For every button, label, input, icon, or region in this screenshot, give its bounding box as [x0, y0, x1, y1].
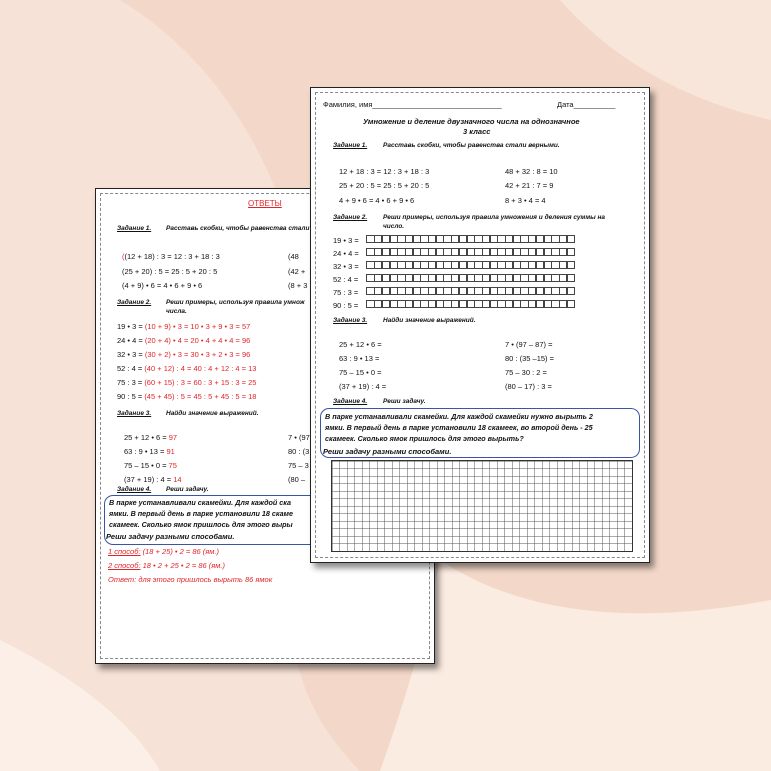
task4-problem-line: ямки. В первый день в парке установили 18 скамеек, во второй день - 25 — [325, 423, 593, 432]
task2-answer-cells[interactable] — [367, 300, 575, 308]
task2-text-2: число. — [383, 223, 405, 230]
answers-task4-answer: Ответ: для этого пришлось вырыть 86 ямок — [108, 575, 273, 584]
task3-left-expr: 75 – 15 • 0 = — [339, 368, 382, 377]
task2-row-label: 32 • 3 = — [333, 262, 359, 271]
answer-cell[interactable] — [567, 274, 575, 282]
task3-right-expr: 7 • (97 – 87) = — [505, 340, 553, 349]
task1-text: Расставь скобки, чтобы равенства стали верными. — [383, 142, 560, 149]
answers-task2-row: 19 • 3 = (10 + 9) • 3 = 10 • 3 + 9 • 3 = 57 — [117, 322, 251, 331]
task3-text: Найди значение выражений. — [383, 317, 476, 324]
answers-task3-row-right: (80 – — [288, 475, 306, 484]
answers-task1-row2: (25 + 20) : 5 = 25 : 5 + 20 : 5 — [122, 267, 218, 276]
task2-answer-cells[interactable] — [367, 274, 575, 282]
answers-task2-text-2: числа. — [166, 308, 187, 315]
answers-task2-row: 24 • 4 = (20 + 4) • 4 = 20 • 4 + 4 • 4 = 96 — [117, 336, 251, 345]
answers-task2-row: 75 : 3 = (60 + 15) : 3 = 60 : 3 + 15 : 3 = 25 — [117, 378, 257, 387]
task2-answer-cells[interactable] — [367, 248, 575, 256]
task1-left-expr: 25 + 20 : 5 = 25 : 5 + 20 : 5 — [339, 181, 430, 190]
task3-left-expr: (37 + 19) : 4 = — [339, 382, 387, 391]
answer-cell[interactable] — [567, 235, 575, 243]
answers-task1-text: Расставь скобки, чтобы равенства стали — [166, 225, 310, 232]
answer-cell[interactable] — [567, 261, 575, 269]
task2-row-label: 75 : 3 = — [333, 288, 359, 297]
task3-right-expr: 80 : (35 –15) = — [505, 354, 554, 363]
task3-right-expr: 75 – 30 : 2 = — [505, 368, 547, 377]
task4-problem-line: В парке устанавливали скамейки. Для каждой скамейки нужно вырыть 2 — [325, 412, 593, 421]
answers-task4-way1: 1 способ: (18 + 25) • 2 = 86 (ям.) — [108, 547, 220, 556]
answers-task3-text: Найди значение выражений. — [166, 410, 259, 417]
task2-answer-cells[interactable] — [367, 235, 575, 243]
answers-task1-row1: ((12 + 18) : 3 = 12 : 3 + 18 : 3 — [122, 252, 220, 261]
task3-label: Задание 3. — [333, 317, 368, 324]
task4-text: Реши задачу. — [383, 398, 426, 405]
answers-task3-row: 75 – 15 • 0 = 75 — [124, 461, 177, 470]
task3-right-expr: (80 – 17) : 3 = — [505, 382, 552, 391]
worksheet-title: Умножение и деление двузначного числа на однозначное — [363, 117, 580, 126]
task4-problem-line: скамеек. Сколько ямок пришлось для этого вырыть? — [325, 434, 524, 443]
task2-row-label: 19 • 3 = — [333, 236, 359, 245]
task2-answer-cells[interactable] — [367, 287, 575, 295]
answers-task4-problem-line: В парке устанавливали скамейки. Для каждой ска — [109, 498, 292, 507]
task3-left-expr: 63 : 9 • 13 = — [339, 354, 380, 363]
answers-task4-way2: 2 способ: 18 • 2 + 25 • 2 = 86 (ям.) — [108, 561, 225, 570]
task2-row-label: 90 : 5 = — [333, 301, 359, 310]
answers-task1-row3-right: (8 + 3 — [288, 281, 308, 290]
answers-task2-row: 52 : 4 = (40 + 12) : 4 = 40 : 4 + 12 : 4 = 13 — [117, 364, 257, 373]
task1-right-expr: 48 + 32 : 8 = 10 — [505, 167, 558, 176]
answers-task4-instruction: Реши задачу разными способами. — [106, 532, 235, 541]
answers-task4-text: Реши задачу. — [166, 486, 209, 493]
answer-cell[interactable] — [567, 300, 575, 308]
answers-task3-row: (37 + 19) : 4 = 14 — [124, 475, 182, 484]
answers-task4-problem-line: скамеек. Сколько ямок пришлось для этого выры — [109, 520, 293, 529]
task2-row-label: 52 : 4 = — [333, 275, 359, 284]
answers-task2-label: Задание 2. — [117, 299, 152, 306]
answers-task3-row-right: 80 : (3 — [288, 447, 310, 456]
worksheet-grade: 3 класс — [463, 127, 491, 136]
task1-left-expr: 4 + 9 • 6 = 4 • 6 + 9 • 6 — [339, 196, 415, 205]
task1-left-expr: 12 + 18 : 3 = 12 : 3 + 18 : 3 — [339, 167, 430, 176]
answers-task1-label: Задание 1. — [117, 225, 152, 232]
answers-task1-row3: (4 + 9) • 6 = 4 • 6 + 9 • 6 — [122, 281, 203, 290]
solution-grid[interactable] — [331, 460, 633, 552]
task2-answer-cells[interactable] — [367, 261, 575, 269]
answer-cell[interactable] — [567, 287, 575, 295]
task1-right-expr: 8 + 3 • 4 = 4 — [505, 196, 546, 205]
task2-row-label: 24 • 4 = — [333, 249, 359, 258]
task1-right-expr: 42 + 21 : 7 = 9 — [505, 181, 554, 190]
task4-instruction: Реши задачу разными способами. — [323, 447, 452, 456]
answers-task3-row-right: 7 • (97 — [288, 433, 310, 442]
answer-cell[interactable] — [567, 248, 575, 256]
task3-left-expr: 25 + 12 • 6 = — [339, 340, 382, 349]
task4-label: Задание 4. — [333, 398, 368, 405]
answers-task3-row: 63 : 9 • 13 = 91 — [124, 447, 175, 456]
answers-task1-row2-right: (42 + — [288, 267, 306, 276]
task2-text-1: Реши примеры, используя правила умножения и деления суммы на — [383, 214, 606, 221]
answers-task3-row: 25 + 12 • 6 = 97 — [124, 433, 178, 442]
answers-task4-problem-line: ямки. В первый день в парке установили 18 скаме — [109, 509, 293, 518]
answers-task2-row: 90 : 5 = (45 + 45) : 5 = 45 : 5 + 45 : 5 = 18 — [117, 392, 257, 401]
answers-task3-label: Задание 3. — [117, 410, 152, 417]
date-field-label: Дата__________ — [557, 100, 616, 109]
task-sheet — [310, 87, 650, 563]
answers-task4-label: Задание 4. — [117, 486, 152, 493]
answers-task2-text-1: Реши примеры, используя правила умнож — [166, 299, 305, 306]
answers-task1-row1-right: (48 — [288, 252, 299, 261]
name-field-label: Фамилия, имя_______________________________ — [323, 100, 502, 109]
task2-label: Задание 2. — [333, 214, 368, 221]
answers-task3-row-right: 75 – 3 — [288, 461, 309, 470]
task1-label: Задание 1. — [333, 142, 368, 149]
answers-task2-row: 32 • 3 = (30 + 2) • 3 = 30 • 3 + 2 • 3 = 96 — [117, 350, 251, 359]
answers-title: ОТВЕТЫ — [248, 199, 282, 208]
